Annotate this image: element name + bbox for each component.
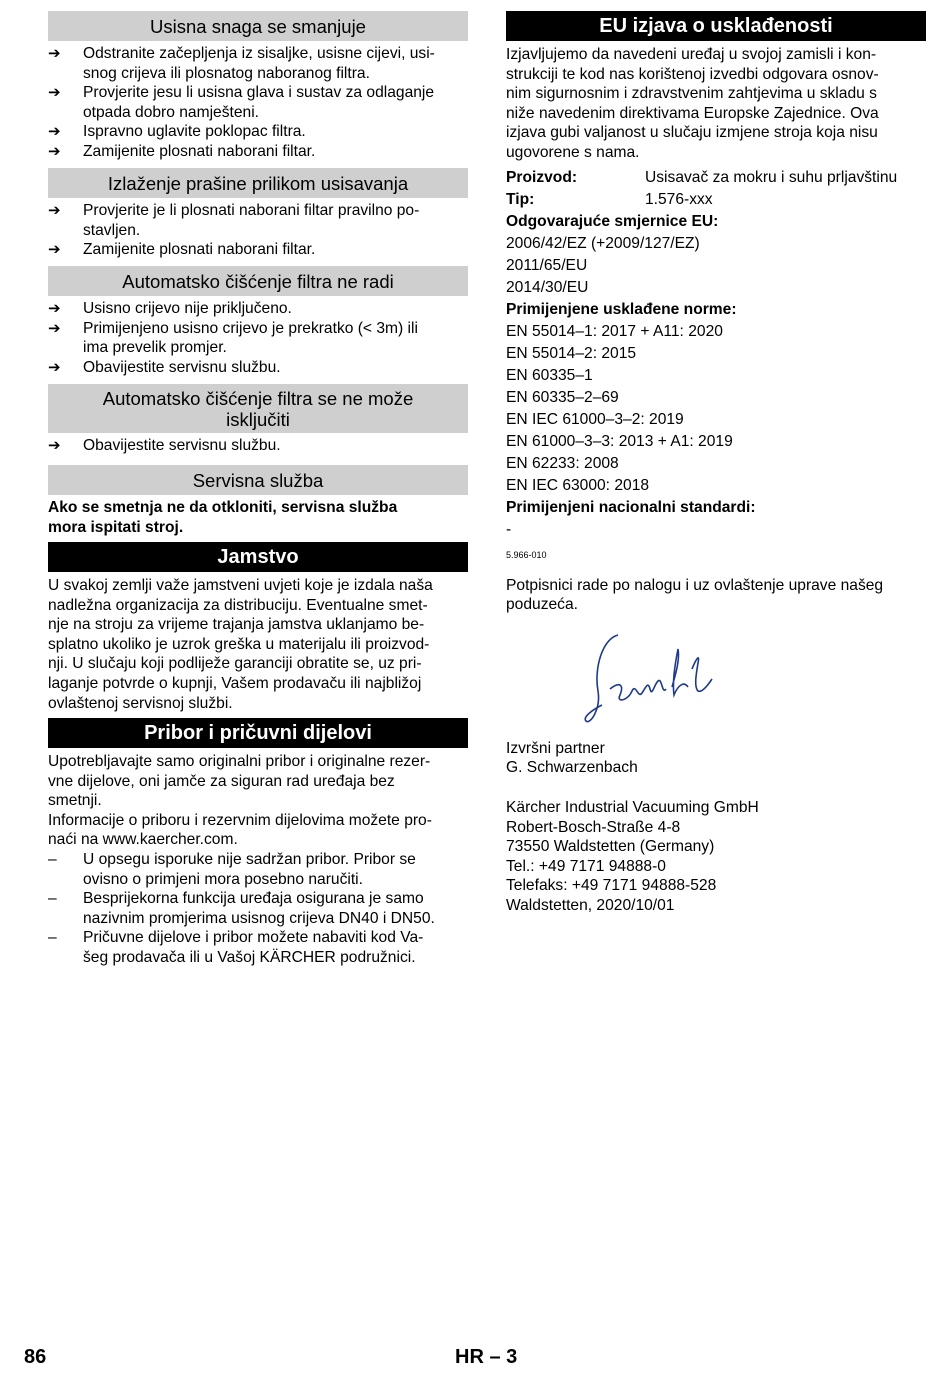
type-label: Tip: — [506, 190, 535, 208]
dash-list — [48, 850, 468, 968]
norm-item: EN 61000–3–3: 2013 + A1: 2019 — [506, 432, 733, 450]
list-item: ➔ Zamijenite plosnati naborani filtar. — [48, 241, 316, 259]
arrow-right-icon: ➔ — [48, 319, 61, 337]
section-warranty — [48, 542, 468, 713]
section-heading: Izlaženje prašine prilikom usisavanja — [48, 168, 468, 198]
norms-label: Primijenjene usklađene norme: — [506, 300, 737, 318]
section-heading: Automatsko čišćenje filtra ne radi — [48, 266, 468, 296]
dash-bullet: – — [48, 929, 57, 947]
type-row — [506, 189, 926, 211]
norm-item: EN IEC 61000–3–2: 2019 — [506, 410, 684, 428]
bullet-list — [48, 436, 468, 456]
signer-block — [506, 739, 926, 778]
section-heading: Pribor i pričuvni dijelovi — [48, 718, 468, 748]
section-suction-power — [48, 11, 468, 162]
section-auto-clean-not-working — [48, 266, 468, 377]
list-item: ➔ Zamijenite plosnati naborani filtar. — [48, 142, 316, 160]
section-heading: Usisna snaga se smanjuje — [48, 11, 468, 41]
section-dust-escape — [48, 168, 468, 260]
arrow-right-icon: ➔ — [48, 202, 61, 219]
section-heading: Automatsko čišćenje filtra se ne može isključiti — [48, 384, 468, 433]
arrow-right-icon: ➔ — [48, 437, 61, 454]
accessories-text: Upotrebljavajte samo originalni pribor i originalne rezer- vne dijelove, oni jamče za siguran rad uređaja bez smetnji. Informacije o priboru i rezervnim dijelovima možete pro- naći na www.kaercher.com. — [48, 753, 432, 849]
directive-item: 2011/65/EU — [506, 256, 588, 274]
list-item: ➔ Primijenjeno usisno crijevo je prekratko (< 3m) ili ima prevelik promjer. — [48, 319, 418, 357]
section-service — [48, 465, 468, 537]
signer-role: Izvršni partner — [506, 739, 605, 757]
arrow-right-icon: ➔ — [48, 241, 61, 259]
norm-item: EN 60335–1 — [506, 366, 593, 384]
list-item: ➔ Odstranite začepljenja iz sisaljke, usisne cijevi, usi- snog crijeva ili plosnatog naboranog filtra. — [48, 45, 435, 82]
declaration-intro: Izjavljujemo da navedeni uređaj u svojoj zamisli i kon- strukciji te kod nas korištenoj izvedbi odgovara osnov- nim sigurnosnim i zdravstvenim zahtjevima u skladu s niže navedenim direktivama Europske Zajednice. Ova izjava gubi valjanost u slučaju izmjene stroja koja nisu ugovorene s nama. — [506, 46, 879, 161]
norm-item: EN 55014–1: 2017 + A11: 2020 — [506, 322, 723, 340]
norm-item: EN 55014–2: 2015 — [506, 344, 637, 362]
signatories-text: Potpisnici rade po nalogu i uz ovlaštenje uprave našeg poduzeća. — [506, 576, 884, 614]
list-item: – U opsegu isporuke nije sadržan pribor. Pribor se ovisno o primjeni mora posebno naručiti. — [48, 850, 416, 888]
national-standards-value: - — [506, 520, 512, 538]
arrow-right-icon: ➔ — [48, 358, 61, 376]
norm-item: EN 60335–2–69 — [506, 388, 619, 406]
list-item: ➔ Provjerite je li plosnati naborani filtar pravilno po- stavljen. — [48, 202, 420, 239]
dash-bullet: – — [48, 850, 57, 868]
arrow-right-icon: ➔ — [48, 84, 61, 102]
product-label: Proizvod: — [506, 168, 578, 186]
dash-bullet: – — [48, 890, 57, 908]
page-code: HR – 3 — [455, 1346, 518, 1368]
list-item: ➔ Provjerite jesu li usisna glava i sustav za odlaganje otpada dobro namješteni. — [48, 84, 435, 121]
list-item: ➔ Usisno crijevo nije priključeno. — [48, 300, 292, 317]
section-auto-clean-cannot-turn-off — [48, 384, 468, 456]
national-standards-label: Primijenjeni nacionalni standardi: — [506, 498, 756, 516]
product-value: Usisavač za mokru i suhu prljavštinu — [645, 168, 898, 186]
bullet-list — [48, 299, 468, 377]
arrow-right-icon: ➔ — [48, 300, 61, 317]
arrow-right-icon: ➔ — [48, 45, 61, 62]
section-eu-declaration — [506, 11, 926, 916]
norm-item: EN 62233: 2008 — [506, 454, 619, 472]
directive-item: 2006/42/EZ (+2009/127/EZ) — [506, 234, 700, 252]
type-value: 1.576-xxx — [645, 190, 713, 208]
bullet-list — [48, 44, 468, 162]
warranty-text: U svakoj zemlji važe jamstveni uvjeti koje je izdala naša nadležna organizacija za distribuciju. Eventualne smet- nje na stroju za vrijeme trajanja jamstva uklanjamo be- splatno ukoliko je uzrok greška u materijalu ili proizvod- nji. U slučaju koji podliježe garanciji obratite se, uz pri- laganje potvrde o kupnji, Vašem prodavaču ili najbližoj ovlaštenoj servisnoj službi. — [48, 577, 433, 712]
list-item: – Pričuvne dijelove i pribor možete nabaviti kod Va- šeg prodavača ili u Vašoj KÄRCHER podružnici. — [48, 929, 424, 966]
list-item: – Besprijekorna funkcija uređaja osigurana je samo nazivnim promjerima usisnog crijeva DN40 i DN50. — [48, 890, 435, 927]
norm-item: EN IEC 63000: 2018 — [506, 476, 650, 494]
company-address: Kärcher Industrial Vacuuming GmbH Robert-Bosch-Straße 4-8 73550 Waldstetten (Germany) Tel.: +49 7171 94888-0 Telefaks: +49 7171 94888-528 Waldstetten, 2020/10/01 — [506, 798, 759, 914]
directives-label: Odgovarajuće smjernice EU: — [506, 212, 719, 230]
signature-image — [580, 629, 740, 729]
list-item: ➔ Obavijestite servisnu službu. — [48, 437, 281, 454]
arrow-right-icon: ➔ — [48, 142, 61, 160]
service-text: Ako se smetnja ne da otkloniti, servisna služba mora ispitati stroj. — [48, 499, 398, 536]
arrow-right-icon: ➔ — [48, 123, 61, 141]
section-heading: Jamstvo — [48, 542, 468, 572]
list-item: ➔ Obavijestite servisnu službu. — [48, 358, 281, 376]
bullet-list — [48, 201, 468, 260]
document-code: 5.966-010 — [506, 549, 547, 560]
directive-item: 2014/30/EU — [506, 278, 589, 296]
page-number: 86 — [24, 1346, 47, 1368]
section-heading: Servisna služba — [48, 465, 468, 495]
section-accessories — [48, 718, 468, 968]
list-item: ➔ Ispravno uglavite poklopac filtra. — [48, 123, 306, 141]
section-heading: EU izjava o usklađenosti — [506, 11, 926, 41]
product-row — [506, 167, 926, 189]
signer-name: G. Schwarzenbach — [506, 759, 638, 777]
